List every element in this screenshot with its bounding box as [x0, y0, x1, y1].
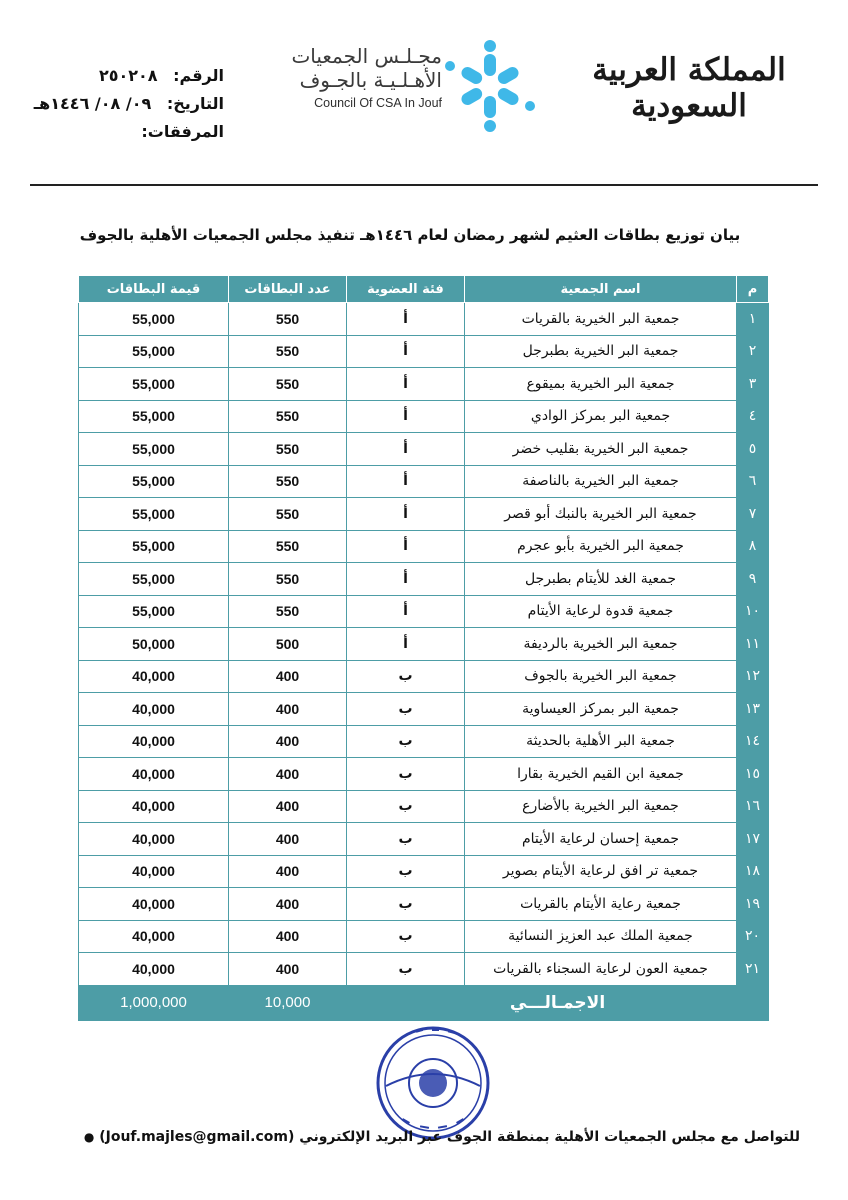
- card-count: 550: [229, 465, 347, 498]
- card-count: 550: [229, 433, 347, 466]
- table-row: [79, 725, 769, 758]
- membership-category: أ: [347, 465, 465, 498]
- card-count: 550: [229, 400, 347, 433]
- row-number: ١٣: [737, 693, 769, 726]
- card-value: 40,000: [79, 790, 229, 823]
- membership-category: أ: [347, 498, 465, 531]
- card-count: 400: [229, 693, 347, 726]
- reference-number-line: [34, 62, 224, 90]
- table-row: [79, 335, 769, 368]
- council-name-arabic-line2: الأهـلـيـة بالجـوف: [299, 68, 442, 92]
- reference-number-label: الرقم:: [173, 66, 224, 85]
- association-name: جمعية البر بمركز العيساوية: [465, 693, 737, 726]
- row-number: ٤: [737, 400, 769, 433]
- card-count: 400: [229, 823, 347, 856]
- association-name: جمعية البر الخيرية بالجوف: [465, 660, 737, 693]
- membership-category: أ: [347, 400, 465, 433]
- card-count: 400: [229, 790, 347, 823]
- membership-category: ب: [347, 790, 465, 823]
- association-name: جمعية الغد للأيتام بطبرجل: [465, 563, 737, 596]
- card-value: 40,000: [79, 660, 229, 693]
- row-number: ٢: [737, 335, 769, 368]
- date-label: التاريخ:: [166, 94, 224, 113]
- card-count: 400: [229, 855, 347, 888]
- attachments-label: المرفقات:: [141, 122, 224, 141]
- card-value: 40,000: [79, 953, 229, 986]
- header-divider: [30, 184, 818, 186]
- membership-category: أ: [347, 628, 465, 661]
- card-value: 40,000: [79, 758, 229, 791]
- card-value: 40,000: [79, 823, 229, 856]
- card-value: 55,000: [79, 433, 229, 466]
- council-star-logo-icon: [438, 36, 538, 136]
- row-number: ١٢: [737, 660, 769, 693]
- reference-block: [34, 62, 224, 146]
- card-count: 550: [229, 498, 347, 531]
- row-number: ٦: [737, 465, 769, 498]
- official-seal-icon: [372, 1022, 494, 1144]
- row-number: ٧: [737, 498, 769, 531]
- card-value: 55,000: [79, 563, 229, 596]
- table-row: [79, 790, 769, 823]
- membership-category: ب: [347, 823, 465, 856]
- table-row: [79, 855, 769, 888]
- table-row: [79, 465, 769, 498]
- card-count: 550: [229, 303, 347, 336]
- membership-category: أ: [347, 595, 465, 628]
- table-row: [79, 693, 769, 726]
- association-name: جمعية إحسان لرعاية الأيتام: [465, 823, 737, 856]
- association-name: جمعية البر الخيرية بالرديفة: [465, 628, 737, 661]
- table-header-row: [79, 276, 769, 303]
- column-header-count: عدد البطاقات: [229, 276, 347, 303]
- total-count: 10,000: [229, 985, 347, 1020]
- card-value: 55,000: [79, 530, 229, 563]
- row-number: ١٨: [737, 855, 769, 888]
- association-name: جمعية تر افق لرعاية الأيتام بصوير: [465, 855, 737, 888]
- membership-category: ب: [347, 920, 465, 953]
- association-name: جمعية رعاية الأيتام بالقريات: [465, 888, 737, 921]
- table-row: [79, 628, 769, 661]
- association-name: جمعية العون لرعاية السجناء بالقريات: [465, 953, 737, 986]
- association-name: جمعية البر الخيرية بالأضارع: [465, 790, 737, 823]
- membership-category: ب: [347, 660, 465, 693]
- association-name: جمعية البر الخيرية بالقريات: [465, 303, 737, 336]
- row-number: ١١: [737, 628, 769, 661]
- table-row: [79, 400, 769, 433]
- kingdom-calligraphy: المملكة العربية السعودية: [592, 52, 786, 124]
- reference-number-value: ٢٥٠٢٠٨: [98, 66, 158, 85]
- row-number: ١٩: [737, 888, 769, 921]
- membership-category: أ: [347, 530, 465, 563]
- council-name: [262, 44, 442, 110]
- membership-category: ب: [347, 855, 465, 888]
- table-row: [79, 368, 769, 401]
- table-row: [79, 823, 769, 856]
- association-name: جمعية البر الخيرية بالناصفة: [465, 465, 737, 498]
- card-count: 400: [229, 660, 347, 693]
- row-number: ١٤: [737, 725, 769, 758]
- card-count: 550: [229, 335, 347, 368]
- row-number: ١: [737, 303, 769, 336]
- association-name: جمعية البر الخيرية بقليب خضر: [465, 433, 737, 466]
- column-header-name: اسم الجمعية: [465, 276, 737, 303]
- column-header-category: فئة العضوية: [347, 276, 465, 303]
- document-title: بيان توزيع بطاقات العثيم لشهر رمضان لعام ١٤٤٦هـ تنفيذ مجلس الجمعيات الأهلية بالجوف: [79, 226, 741, 244]
- row-number: ٣: [737, 368, 769, 401]
- card-value: 55,000: [79, 595, 229, 628]
- card-value: 40,000: [79, 920, 229, 953]
- table-row: [79, 530, 769, 563]
- card-value: 40,000: [79, 888, 229, 921]
- footer-text: للتواصل مع مجلس الجمعيات الأهلية بمنطقة الجوف عبر البريد الإلكتروني (Jouf.majles@gmail.com): [99, 1129, 800, 1145]
- card-count: 400: [229, 725, 347, 758]
- total-label: الاجمـالـــي: [347, 985, 769, 1020]
- membership-category: أ: [347, 433, 465, 466]
- association-name: جمعية البر الخيرية بالنبك أبو قصر: [465, 498, 737, 531]
- membership-category: أ: [347, 335, 465, 368]
- card-value: 55,000: [79, 303, 229, 336]
- card-count: 400: [229, 758, 347, 791]
- row-number: ١٠: [737, 595, 769, 628]
- card-value: 50,000: [79, 628, 229, 661]
- row-number: ٨: [737, 530, 769, 563]
- association-name: جمعية ابن القيم الخيرية بقارا: [465, 758, 737, 791]
- membership-category: ب: [347, 693, 465, 726]
- card-value: 40,000: [79, 693, 229, 726]
- table-row: [79, 660, 769, 693]
- council-name-arabic-line1: مجـلـس الجمعيات: [291, 44, 442, 68]
- table-row: [79, 303, 769, 336]
- card-value: 55,000: [79, 400, 229, 433]
- table-row: [79, 498, 769, 531]
- column-header-value: قيمة البطاقات: [79, 276, 229, 303]
- card-count: 400: [229, 888, 347, 921]
- row-number: ٢٠: [737, 920, 769, 953]
- table-row: [79, 888, 769, 921]
- card-value: 55,000: [79, 368, 229, 401]
- membership-category: ب: [347, 725, 465, 758]
- membership-category: ب: [347, 953, 465, 986]
- table-row: [79, 433, 769, 466]
- row-number: ١٥: [737, 758, 769, 791]
- row-number: ١٦: [737, 790, 769, 823]
- table-row: [79, 563, 769, 596]
- card-count: 400: [229, 953, 347, 986]
- letterhead: [0, 0, 848, 190]
- card-value: 55,000: [79, 498, 229, 531]
- footer-contact: [83, 1129, 800, 1145]
- membership-category: ب: [347, 888, 465, 921]
- association-name: جمعية البر الخيرية بميقوع: [465, 368, 737, 401]
- association-name: جمعية قدوة لرعاية الأيتام: [465, 595, 737, 628]
- card-count: 550: [229, 530, 347, 563]
- card-value: 40,000: [79, 855, 229, 888]
- table-row: [79, 595, 769, 628]
- association-name: جمعية البر الخيرية بطبرجل: [465, 335, 737, 368]
- total-value: 1,000,000: [79, 985, 229, 1020]
- total-row: [79, 985, 769, 1020]
- membership-category: ب: [347, 758, 465, 791]
- date-value: ٠٩/ ٠٨/ ١٤٤٦هـ: [33, 94, 152, 113]
- row-number: ٥: [737, 433, 769, 466]
- card-value: 55,000: [79, 465, 229, 498]
- card-value: 55,000: [79, 335, 229, 368]
- date-line: [34, 90, 224, 118]
- card-count: 500: [229, 628, 347, 661]
- association-name: جمعية البر الأهلية بالحديثة: [465, 725, 737, 758]
- association-name: جمعية البر الخيرية بأبو عجرم: [465, 530, 737, 563]
- table-row: [79, 758, 769, 791]
- membership-category: أ: [347, 368, 465, 401]
- card-count: 400: [229, 920, 347, 953]
- table-row: [79, 953, 769, 986]
- column-header-number: م: [737, 276, 769, 303]
- bullet-icon: ●: [83, 1130, 95, 1144]
- card-count: 550: [229, 563, 347, 596]
- distribution-table: [78, 275, 769, 1021]
- membership-category: أ: [347, 563, 465, 596]
- row-number: ٢١: [737, 953, 769, 986]
- association-name: جمعية الملك عبد العزيز النسائية: [465, 920, 737, 953]
- card-count: 550: [229, 368, 347, 401]
- table-row: [79, 920, 769, 953]
- card-value: 40,000: [79, 725, 229, 758]
- row-number: ١٧: [737, 823, 769, 856]
- association-name: جمعية البر بمركز الوادي: [465, 400, 737, 433]
- membership-category: أ: [347, 303, 465, 336]
- card-count: 550: [229, 595, 347, 628]
- attachments-line: [34, 118, 224, 146]
- row-number: ٩: [737, 563, 769, 596]
- council-name-english: Council Of CSA In Jouf: [314, 96, 442, 110]
